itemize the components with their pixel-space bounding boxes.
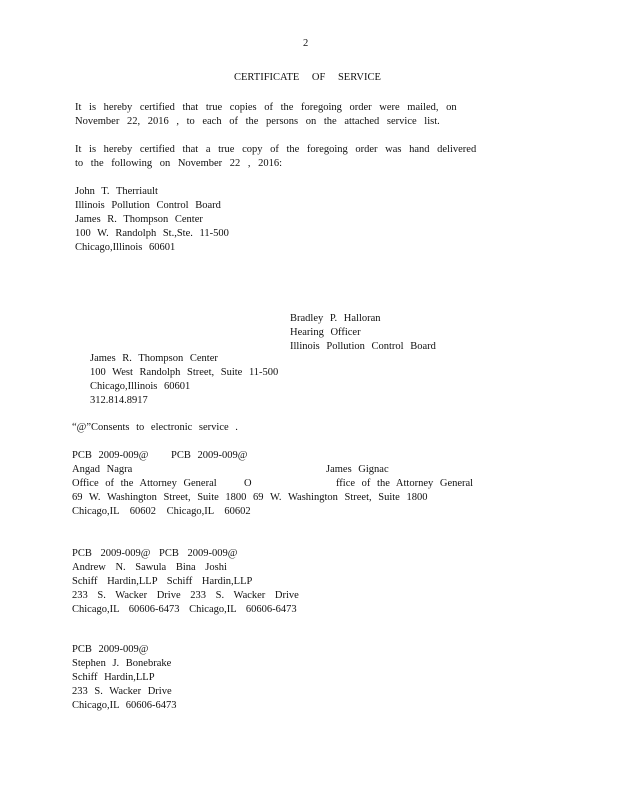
paragraph-delivered: It is hereby certified that a true copy of the foregoing order was hand delivered to the following on November 22 , 2016: (75, 144, 477, 169)
addressee-block (75, 185, 229, 255)
signatory-building: James R. Thompson Center (90, 353, 218, 364)
signatory-org: Illinois Pollution Control Board (290, 341, 436, 352)
group2-cities: Chicago,IL 60606-6473 Chicago,IL 60606-6473 (72, 604, 297, 615)
group2-firms: Schiff Hardin,LLP Schiff Hardin,LLP (72, 576, 253, 587)
group1-left-org: Office of the Attorney General (72, 478, 217, 489)
signatory-phone: 312.814.8917 (90, 395, 148, 406)
signatory-block (290, 312, 436, 354)
paragraph-mailed: It is hereby certified that true copies of the foregoing order were mailed, on November 22, 2016 , to each of the persons on the attached service list. (75, 102, 457, 127)
group3-address: 233 S. Wacker Drive (72, 686, 172, 697)
service-group-2 (72, 547, 299, 617)
signatory-name: Bradley P. Halloran (290, 313, 381, 324)
group1-left-case: PCB 2009-009@ (72, 450, 149, 461)
addressee-city: Chicago,Illinois 60601 (75, 242, 176, 253)
addressee-org: Illinois Pollution Control Board (75, 200, 221, 211)
group3-city: Chicago,IL 60606-6473 (72, 700, 177, 711)
page-number: 2 (303, 38, 309, 49)
addressee-street: 100 W. Randolph St.,Ste. 11-500 (75, 228, 229, 239)
signatory-street: 100 West Randolph Street, Suite 11-500 (90, 367, 279, 378)
signatory-address-block (90, 352, 278, 408)
page-title: CERTIFICATE OF SERVICE (234, 72, 381, 83)
group1-right-org-initial: O (244, 478, 252, 489)
addressee-name: John T. Therriault (75, 186, 158, 197)
group1-right-name: James Gignac (326, 464, 389, 475)
group3-case: PCB 2009-009@ (72, 644, 149, 655)
service-group-3 (72, 643, 177, 713)
group1-address: 69 W. Washington Street, Suite 1800 69 W. Washington Street, Suite 1800 (72, 492, 428, 503)
group3-firm: Schiff Hardin,LLP (72, 672, 155, 683)
group2-addresses: 233 S. Wacker Drive 233 S. Wacker Drive (72, 590, 299, 601)
group1-city: Chicago,IL 60602 Chicago,IL 60602 (72, 506, 251, 517)
consent-note: “@”Consents to electronic service . (72, 422, 238, 433)
group3-name: Stephen J. Bonebrake (72, 658, 172, 669)
group1-left-name: Angad Nagra (72, 464, 133, 475)
addressee-building: James R. Thompson Center (75, 214, 203, 225)
signatory-title: Hearing Officer (290, 327, 361, 338)
group1-right-org-rest: ffice of the Attorney General (336, 478, 474, 489)
group1-right-case: PCB 2009-009@ (171, 450, 248, 461)
group2-names: Andrew N. Sawula Bina Joshi (72, 562, 227, 573)
signatory-city: Chicago,Illinois 60601 (90, 381, 191, 392)
group2-cases: PCB 2009-009@ PCB 2009-009@ (72, 548, 238, 559)
